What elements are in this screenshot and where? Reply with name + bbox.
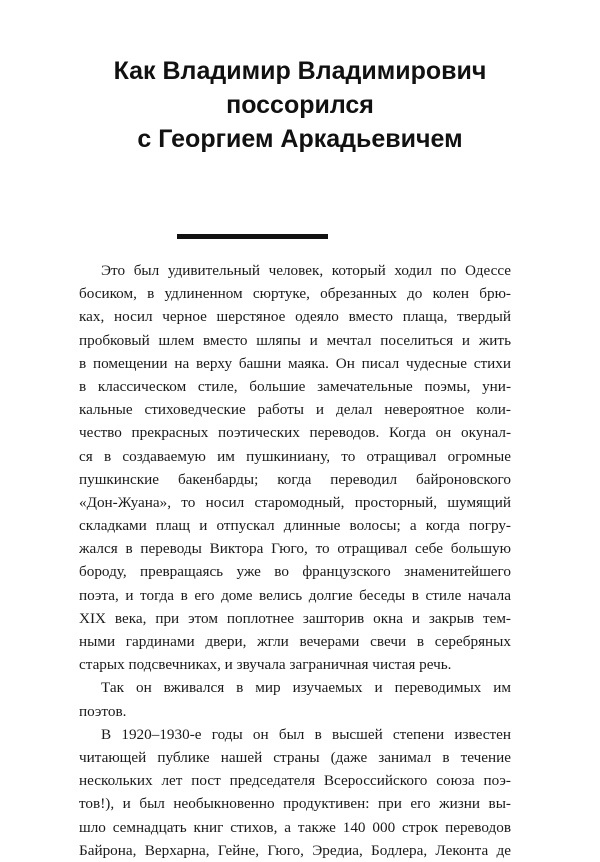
text-line: в помещении на верху башни маяка. Он писал чудесные стихи [79, 354, 511, 372]
text-line: Байрона, Верхарна, Гейне, Гюго, Эредиа, Бодлера, Леконта де [79, 841, 511, 859]
text-line: ся в создаваемую им пушкиниану, то отращивал огромные [79, 447, 511, 465]
text-line: поэта, и тогда в его доме велись долгие беседы в стиле начала [79, 586, 511, 604]
text-line: босиком, в удлиненном сюртуке, обрезанных до колен брю- [79, 285, 511, 303]
text-line: старых подсвечниках, и звучала заграничная чистая речь. [79, 656, 452, 674]
text-line: складками плащ и отпускал длинные волосы; а когда погру- [79, 517, 511, 535]
text-line: бороду, превращаясь уже во французского знаменитейшего [79, 563, 511, 581]
text-line: «Дон-Жуана», то носил старомодный, просторный, шумящий [79, 493, 511, 511]
text-line: В 1920–1930-е годы он был в высшей степени известен [101, 725, 511, 743]
body-text [79, 259, 511, 862]
text-line: чество прекрасных поэтических переводов. Когда он окунал- [79, 424, 511, 442]
chapter-title [60, 54, 540, 156]
text-line: ках, носил черное шерстяное одеяло вместо плаща, твердый [79, 308, 511, 326]
chapter-title-line: Как Владимир Владимирович [113, 57, 487, 85]
text-line: пробковый шлем вместо шляпы и мечтал поселиться и жить [79, 331, 511, 349]
text-line: кальные стиховедческие работы и делал невероятное коли- [79, 401, 511, 419]
chapter-title-line: поссорился [226, 91, 374, 119]
text-line: поэтов. [79, 702, 127, 720]
text-line: ными гардинами двери, жгли вечерами свечи в серебряных [79, 633, 511, 650]
text-line: пушкинские бакенбарды; когда переводил байроновского [79, 470, 511, 488]
text-line: жался в переводы Виктора Гюго, то отращивал себе большую [79, 540, 511, 558]
text-line: шло семнадцать книг стихов, а также 140 000 строк переводов [79, 818, 511, 836]
chapter-title-line: с Георгием Аркадьевичем [137, 125, 463, 153]
text-line: читающей публике нашей страны (даже занимал в течение [79, 748, 511, 766]
text-line: Это был удивительный человек, который ходил по Одессе [101, 262, 511, 279]
title-divider-rule [177, 234, 328, 239]
text-line: в классическом стиле, большие замечательные поэмы, уни- [79, 377, 511, 395]
text-line: нескольких лет пост председателя Всероссийского союза поэ- [79, 772, 511, 790]
text-line: XIX века, при этом поплотнее зашторив окна и закрыв тем- [79, 609, 511, 627]
text-line: тов!), и был необыкновенно продуктивен: при его жизни вы- [79, 795, 511, 813]
text-line: Так он вживался в мир изучаемых и переводимых им [101, 679, 511, 697]
